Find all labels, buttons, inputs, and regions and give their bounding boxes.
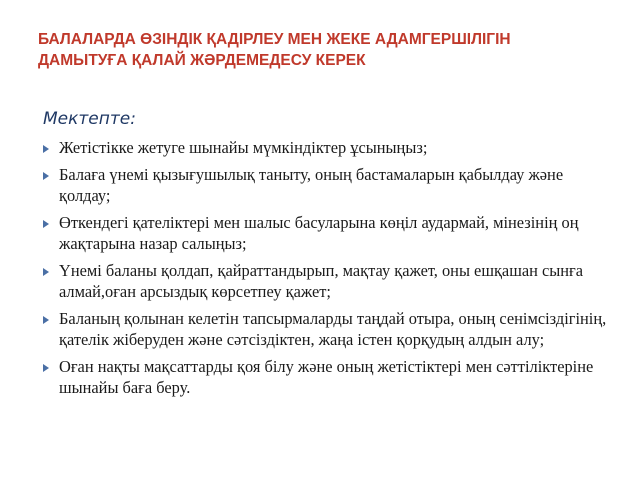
list-item [42,308,612,351]
list-item [42,356,612,399]
slide-title [38,29,598,71]
triangle-bullet-icon [43,316,49,324]
list-item-text: Үнемі баланы қолдап, қайраттандырып, мақтау қажет, оны ешқашан сынға алмай,оған арсыздық көрсетпеу қажет; [59,260,584,301]
triangle-bullet-icon [43,172,49,180]
list-item-text: Жетістікке жетуге шынайы мүмкіндіктер ұсыныңыз; [59,138,428,157]
triangle-bullet-icon [43,145,49,153]
bullet-list [42,137,612,404]
list-item-text: Балаға үнемі қызығушылық таныту, оның бастамаларын қабылдау және қолдау; [59,164,564,205]
triangle-bullet-icon [43,268,49,276]
triangle-bullet-icon [43,220,49,228]
list-item-text: Өткендегі қателіктері мен шалыс басуларына көңіл аудармай, мінезінің оң жақтарына назар салыңыз; [59,212,579,253]
section-subtitle: Мектепте: [43,109,136,129]
list-item [42,260,612,303]
list-item [42,137,612,159]
slide-title-line-1: БАЛАЛАРДА ӨЗІНДІК ҚАДІРЛЕУ МЕН ЖЕКЕ АДАМГЕРШІЛІГІН [38,31,511,48]
list-item [42,164,612,207]
list-item-text: Оған нақты мақсаттарды қоя білу және оның жетістіктері мен сәттіліктеріне шынайы баға беру. [59,356,594,397]
list-item [42,212,612,255]
triangle-bullet-icon [43,364,49,372]
slide-title-line-2: ДАМЫТУҒА ҚАЛАЙ ЖӘРДЕМЕДЕСУ КЕРЕК [38,52,366,69]
list-item-text: Баланың қолынан келетін тапсырмаларды таңдай отыра, оның сенімсіздігінің, қателік жіберуден және сәтсіздіктен, жаңа істен қорқудың алдын алу; [59,308,607,349]
